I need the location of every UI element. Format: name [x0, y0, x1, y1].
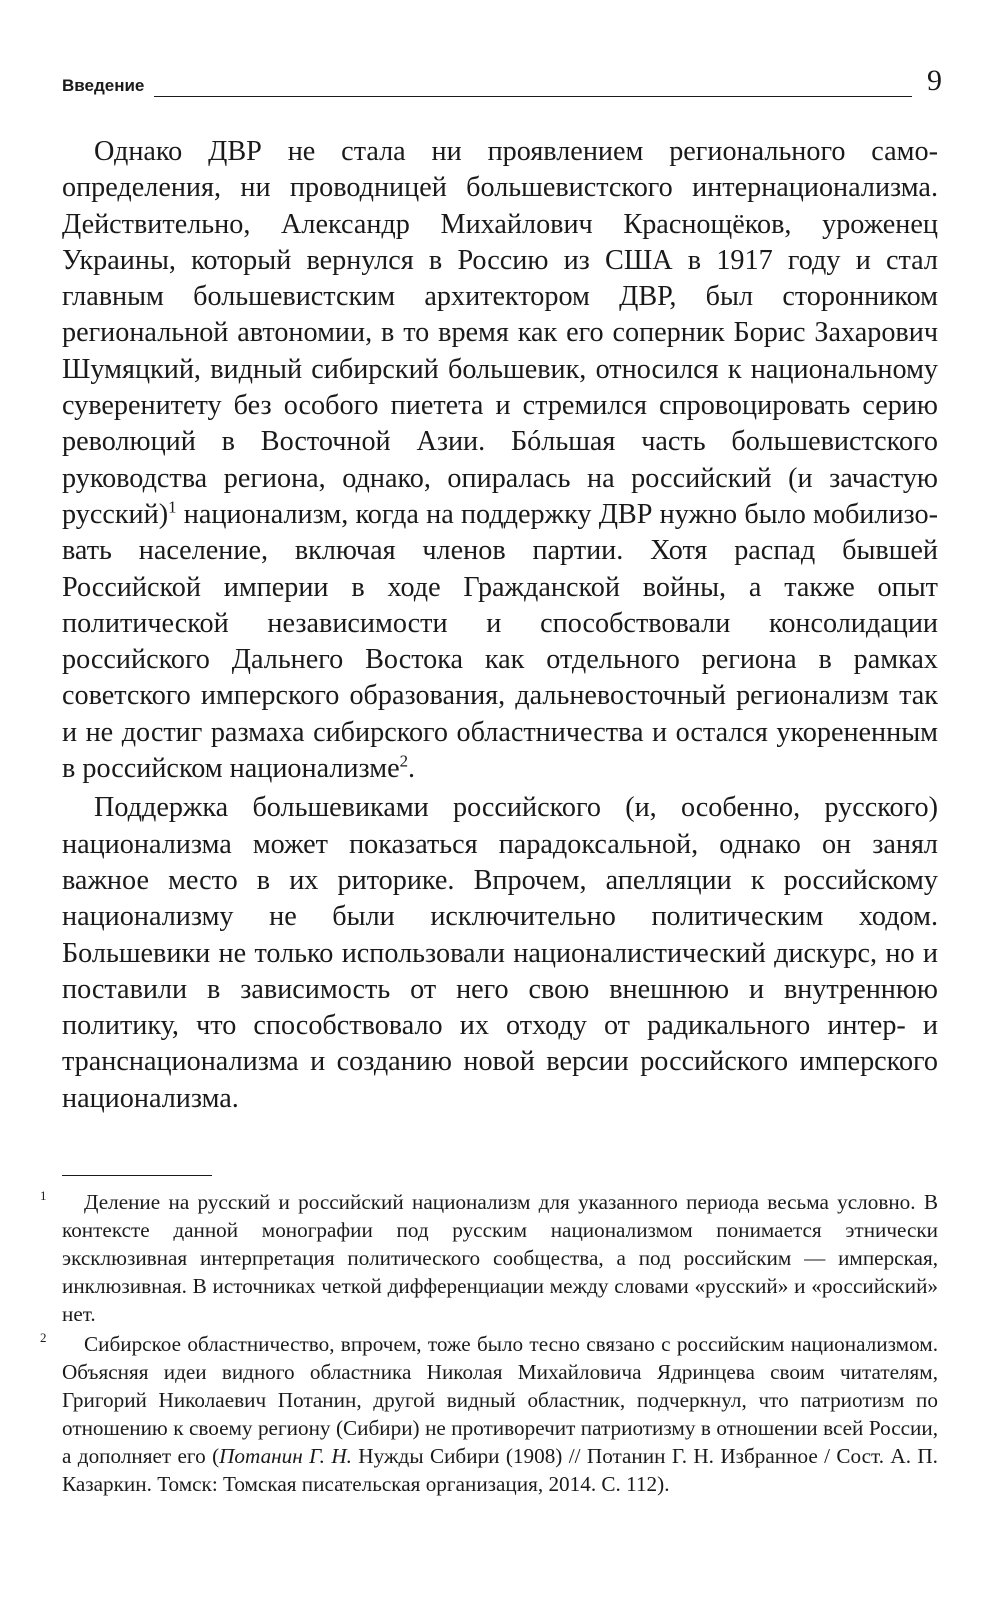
paragraph-1-part-1: Однако ДВР не стала ни проявлением регионального самоопределения, ни проводницей большевистского интернационализма. Действительно, Александр Михайлович Краснощёков, уроженец Украины, который вернулся в Россию из США в 1917 году и стал главным большевистским архитектором ДВР, был сторонником региональной автономии, в то время как его соперник Борис Захарович Шумяцкий, видный сибирский большевик, относился к национальному суверенитету без особого пиетета и стремился спровоцировать серию революций в Восточной Азии. Бóльшая часть большевистского руководства региона, однако, опиралась на российский (и зачастую русский) [62, 136, 938, 530]
footnote-2 [40, 1330, 938, 1498]
footnote-2-mark: 2 [40, 1330, 47, 1345]
footnote-divider [62, 1175, 212, 1176]
footnote-ref-1: 1 [168, 497, 177, 517]
footnotes [40, 1188, 938, 1498]
main-text [62, 134, 938, 1117]
paragraph-1 [62, 134, 938, 787]
footnote-2-text-before: Сибирское областничество, впрочем, тоже было тесно связано с российским национализмом. Объясняя идеи видного областника Николая Михайловича Ядринцева своим читателям, Григорий Николаевич Потанин, другой видный областник, подчеркнул, что патриотизм по отношению к своему региону (Сибири) не противоречит патриотизму в отношении всей России, а дополняет его ( [62, 1332, 938, 1468]
header-rule [154, 96, 912, 97]
footnote-2-text-after: Нужды Сибири (1908) // Потанин Г. Н. Избранное / Сост. А. П. Казаркин. Томск: Томская писательская организация, 2014. С. 112). [62, 1444, 938, 1496]
footnote-ref-2: 2 [399, 751, 409, 771]
footnote-2-author: Потанин Г. Н. [219, 1444, 352, 1468]
page-number: 9 [927, 64, 942, 97]
paragraph-2: Поддержка большевиками российского (и, особенно, русского) национализма может показаться парадоксальной, однако он занял важное место в их риторике. Впрочем, апелляции к российскому национализму не были исключительно политическим ходом. Большевики не только использовали националистический дискурс, но и поставили в зависимость от него свою внешнюю и внутреннюю политику, что способствовало их отходу от радикального интер- и транснационализма и созданию новой версии российского имперского национализма. [62, 792, 938, 1114]
footnote-1 [40, 1188, 938, 1328]
running-title: Введение [62, 76, 145, 95]
footnote-1-text: Деление на русский и российский национализм для указанного периода весьма условно. В контексте данной монографии под русским национализмом понимается этнически эксклюзивная интерпретация политического сообщества, а под российским — имперская, инклюзивная. В источниках четкой дифференциации между словами «русский» и «российский» нет. [62, 1190, 938, 1326]
footnote-1-mark: 1 [40, 1188, 47, 1203]
page-header [62, 66, 942, 102]
paragraph-1-part-2: национализм, когда на поддержку ДВР нужно было мобилизовать население, включая членов партии. Хотя распад бывшей Российской империи в ходе Гражданской войны, а также опыт политической независимости и способствовали консолидации российского Дальнего Востока как отдельного региона в рамках советского имперского образования, дальневосточный регионализм так и не достиг размаха сибирского областничества и остался укорененным в российском национализме [62, 498, 938, 785]
paragraph-1-part-3: . [408, 753, 416, 785]
